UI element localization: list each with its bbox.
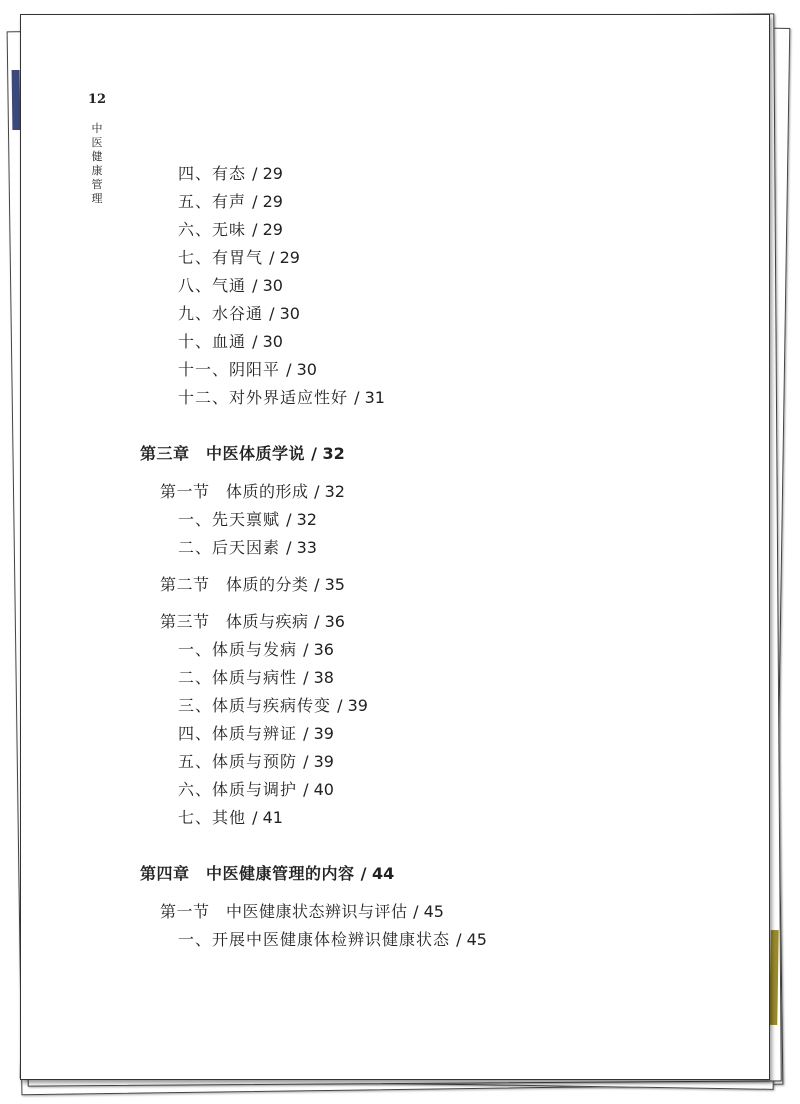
toc-entry[interactable] [178,510,317,530]
toc-entry[interactable] [178,192,283,212]
toc-entry-title: 四、有态 [178,164,247,183]
toc-chapter-title: 第四章 中医健康管理的内容 [140,864,355,883]
toc-entry-page: / 39 [303,724,334,743]
toc-entry[interactable] [178,332,283,352]
toc-entry[interactable] [178,388,385,408]
toc-chapter-title: 第三章 中医体质学说 [140,444,306,463]
toc-entry[interactable] [178,220,283,240]
toc-entry[interactable] [178,724,334,744]
toc-entry-page: / 30 [252,332,283,351]
toc-entry-title: 一、先天禀赋 [178,510,281,529]
toc-entry[interactable] [178,696,368,716]
toc-entry-page: / 38 [303,668,334,687]
toc-entry[interactable] [178,304,300,324]
toc-entry-page: / 29 [252,164,283,183]
toc-entry-page: / 29 [252,192,283,211]
toc-entry[interactable] [178,668,334,688]
toc-entry[interactable] [178,640,334,660]
toc-entry-title: 七、其他 [178,808,247,827]
toc-entry-page: / 30 [252,276,283,295]
toc-entry[interactable] [178,164,283,184]
toc-entry-title: 十一、阴阳平 [178,360,281,379]
toc-entry-page: / 45 [456,930,487,949]
toc-entry-page: / 29 [252,220,283,239]
toc-chapter-page: / 44 [360,864,395,883]
toc-entry-title: 二、后天因素 [178,538,281,557]
toc-entry[interactable] [178,808,283,828]
toc-section[interactable] [160,575,345,595]
toc-entry-page: / 36 [303,640,334,659]
toc-section[interactable] [160,902,444,922]
toc-section-page: / 35 [314,575,345,594]
toc-entry-title: 十、血通 [178,332,247,351]
toc-entry[interactable] [178,930,487,950]
toc-entry-title: 五、体质与预防 [178,752,298,771]
toc-entry-title: 四、体质与辨证 [178,724,298,743]
toc-entry-page: / 29 [269,248,300,267]
toc-entry-title: 二、体质与病性 [178,668,298,687]
toc-entry-title: 九、水谷通 [178,304,264,323]
toc-chapter-page: / 32 [311,444,345,463]
toc-section[interactable] [160,612,345,632]
toc-entry-title: 十二、对外界适应性好 [178,388,349,407]
toc-chapter[interactable] [140,864,394,884]
toc-entry-page: / 31 [354,388,385,407]
toc-section-title: 第三节 体质与疾病 [160,612,309,631]
toc-entry[interactable] [178,248,300,268]
toc-section-page: / 45 [413,902,444,921]
toc-entry[interactable] [178,360,317,380]
page-number: 12 [88,92,107,107]
toc-entry[interactable] [178,276,283,296]
toc-section-page: / 36 [314,612,345,631]
toc-section-title: 第一节 中医健康状态辨识与评估 [160,902,408,921]
toc-entry-page: / 33 [286,538,317,557]
toc-entry-page: / 41 [252,808,283,827]
toc-entry-page: / 39 [337,696,368,715]
toc-entry-page: / 30 [269,304,300,323]
toc-section[interactable] [160,482,345,502]
toc-entry-title: 五、有声 [178,192,247,211]
toc-entry-title: 七、有胃气 [178,248,264,267]
toc-entry-page: / 30 [286,360,317,379]
running-head: 中医健康管理 [91,122,103,205]
toc-entry-page: / 39 [303,752,334,771]
toc-entry-title: 六、无味 [178,220,247,239]
toc-entry[interactable] [178,538,317,558]
toc-entry-title: 六、体质与调护 [178,780,298,799]
toc-entry-title: 一、体质与发病 [178,640,298,659]
toc-entry-title: 八、气通 [178,276,247,295]
toc-chapter[interactable] [140,444,345,464]
toc-entry-title: 一、开展中医健康体检辨识健康状态 [178,930,451,949]
toc-entry[interactable] [178,780,334,800]
toc-section-title: 第二节 体质的分类 [160,575,309,594]
toc-entry-page: / 32 [286,510,317,529]
toc-section-title: 第一节 体质的形成 [160,482,309,501]
toc-entry[interactable] [178,752,334,772]
toc-entry-page: / 40 [303,780,334,799]
toc-entry-title: 三、体质与疾病传变 [178,696,332,715]
toc-section-page: / 32 [314,482,345,501]
